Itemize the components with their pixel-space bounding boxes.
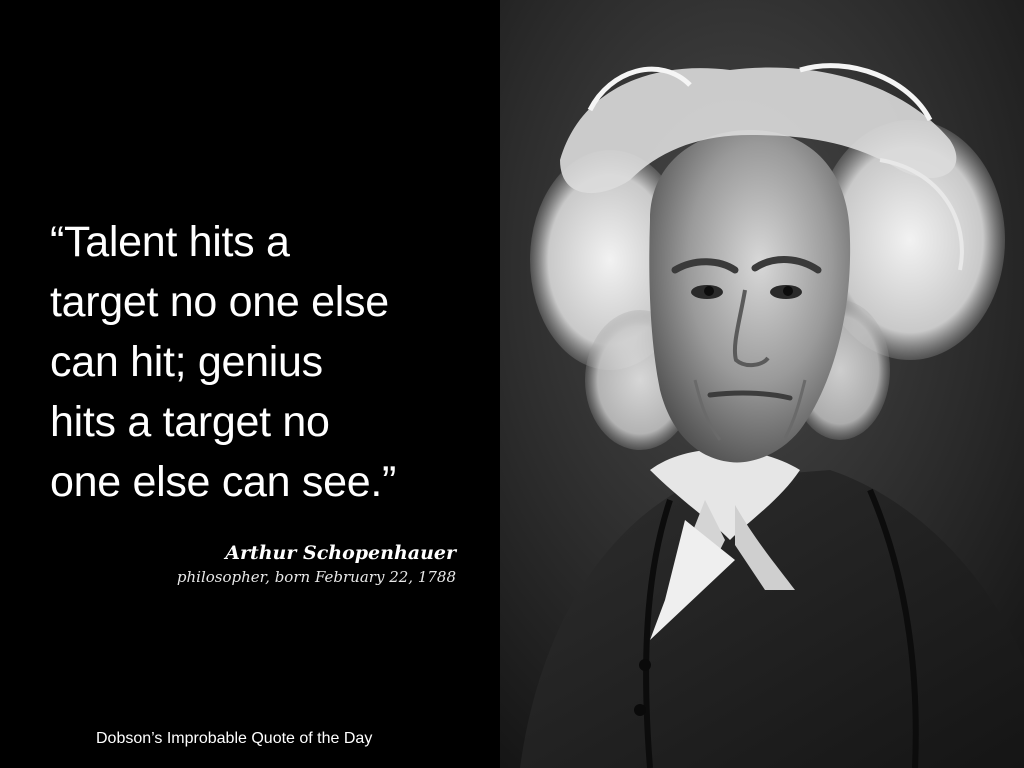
portrait-image (500, 0, 1024, 768)
series-title: Dobson’s Improbable Quote of the Day (96, 730, 373, 747)
quote-line-5: one else can see.” (50, 458, 396, 506)
quote-line-4: hits a target no (50, 398, 330, 446)
quote-text (50, 212, 490, 512)
quote-line-2: target no one else (50, 278, 389, 326)
quote-attribution (177, 540, 456, 588)
portrait-drawing (500, 0, 1024, 768)
author-name: Arthur Schopenhauer (225, 542, 456, 564)
author-description: philosopher, born February 22, 1788 (176, 568, 456, 586)
quote-line-3: can hit; genius (50, 338, 323, 386)
quote-line-1: “Talent hits a (50, 218, 290, 266)
